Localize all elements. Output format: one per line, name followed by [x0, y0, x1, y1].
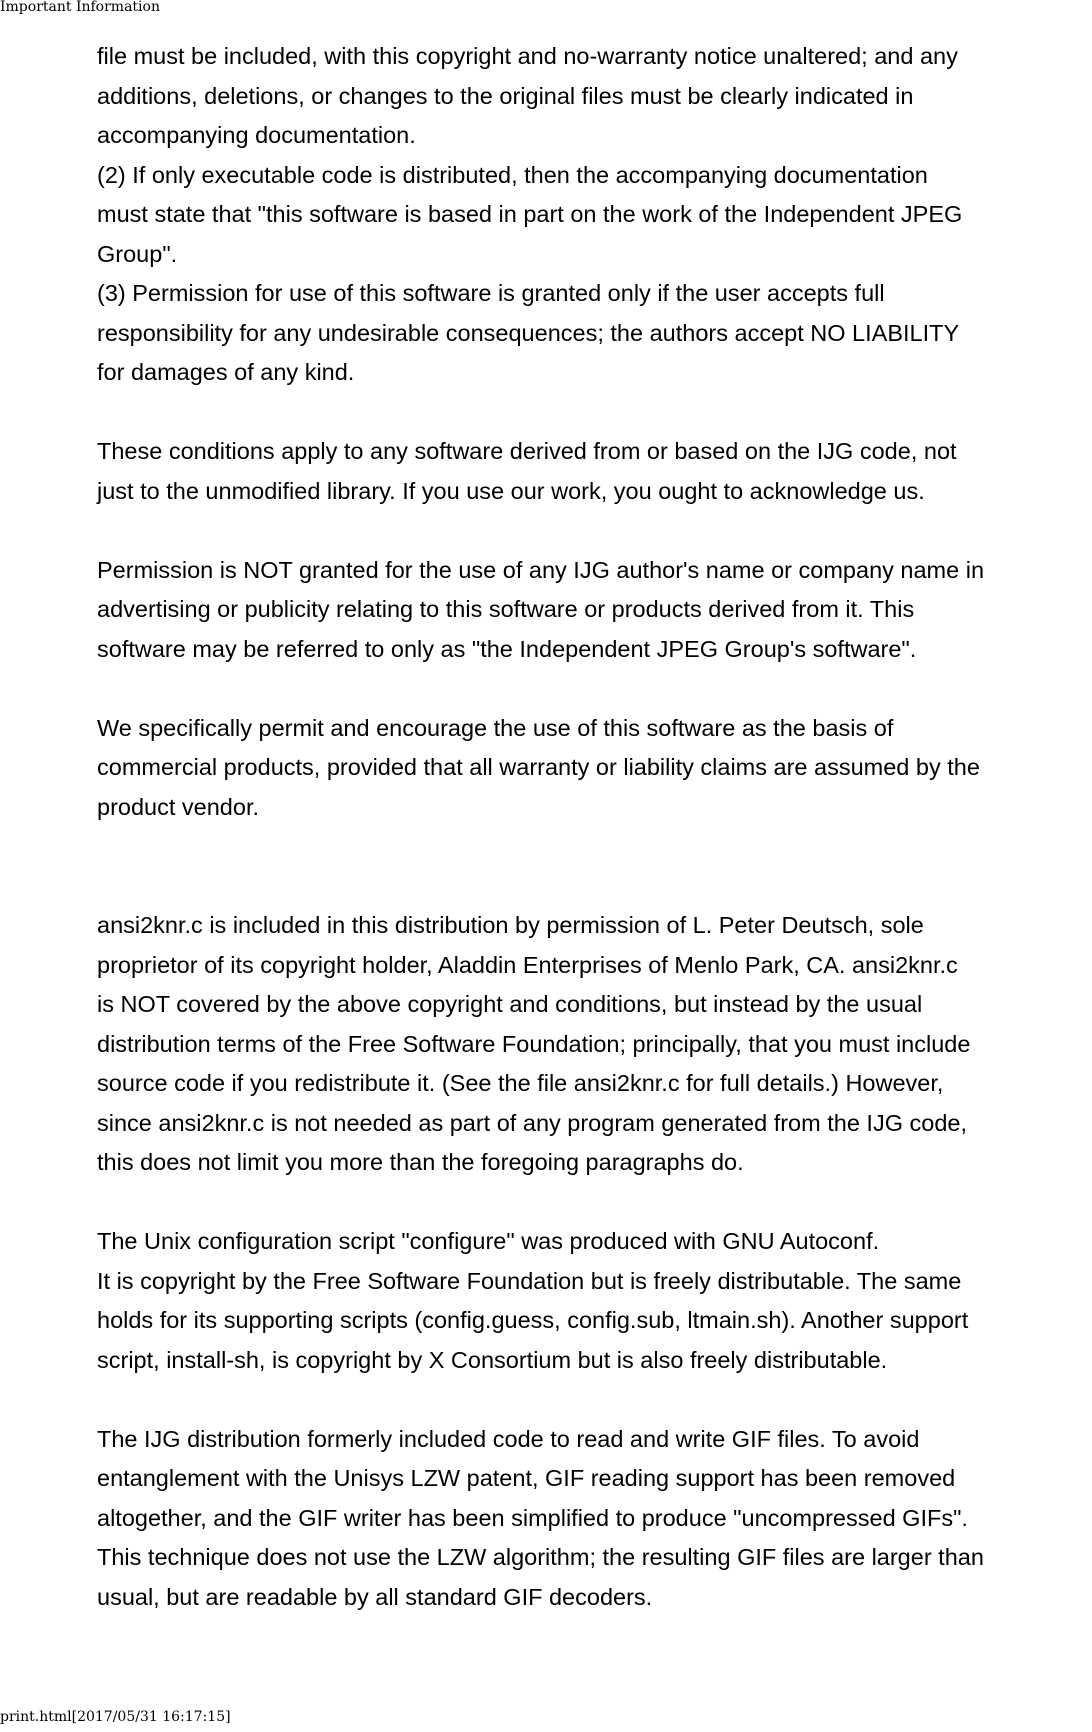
text-line: The Unix configuration script "configure" was produced with GNU Autoconf.: [97, 1228, 880, 1254]
blank-line: [97, 1380, 1092, 1420]
text-line: usual, but are readable by all standard GIF decoders.: [97, 1583, 653, 1610]
text-line: These conditions apply to any software derived from or based on the IJG code, not: [97, 438, 957, 464]
blank-line: [97, 827, 1092, 867]
text-line: script, install-sh, is copyright by X Consortium but is also freely distributable.: [97, 1346, 888, 1373]
blank-line: [97, 669, 1092, 709]
text-line: product vendor.: [97, 793, 259, 820]
text-line: This technique does not use the LZW algorithm; the resulting GIF files are larger than: [97, 1544, 984, 1570]
text-line: this does not limit you more than the foregoing paragraphs do.: [97, 1149, 744, 1175]
page-header-title: Important Information: [0, 0, 160, 15]
text-line: We specifically permit and encourage the use of this software as the basis of: [97, 714, 894, 741]
text-line: It is copyright by the Free Software Foundation but is freely distributable. The same: [97, 1267, 962, 1294]
text-line: holds for its supporting scripts (config.guess, config.sub, ltmain.sh). Another support: [97, 1307, 969, 1333]
text-line: accompanying documentation.: [97, 122, 416, 148]
text-line: Group".: [97, 240, 178, 267]
text-line: commercial products, provided that all warranty or liability claims are assumed by the: [97, 754, 980, 780]
text-line: software may be referred to only as "the Independent JPEG Group's software".: [97, 635, 917, 662]
text-line: (3) Permission for use of this software is granted only if the user accepts full: [97, 280, 885, 306]
blank-line: [97, 393, 1092, 433]
text-line: is NOT covered by the above copyright and conditions, but instead by the usual: [97, 991, 923, 1017]
text-line: just to the unmodified library. If you use our work, you ought to acknowledge us.: [97, 477, 925, 504]
text-line: ansi2knr.c is included in this distribution by permission of L. Peter Deutsch, sole: [97, 912, 924, 938]
document-body: [97, 37, 1092, 1617]
text-line: source code if you redistribute it. (See the file ansi2knr.c for full details.) However,: [97, 1070, 944, 1096]
text-line: since ansi2knr.c is not needed as part of any program generated from the IJG code,: [97, 1109, 967, 1136]
text-line: proprietor of its copyright holder, Aladdin Enterprises of Menlo Park, CA. ansi2knr.c: [97, 951, 958, 978]
text-line: must state that "this software is based in part on the work of the Independent JPEG: [97, 201, 963, 227]
text-line: additions, deletions, or changes to the original files must be clearly indicated in: [97, 82, 914, 109]
text-line: (2) If only executable code is distributed, then the accompanying documentation: [97, 161, 928, 188]
blank-line: [97, 867, 1092, 907]
blank-line: [97, 511, 1092, 551]
text-line: distribution terms of the Free Software Foundation; principally, that you must include: [97, 1030, 971, 1057]
blank-line: [97, 1183, 1092, 1223]
text-line: file must be included, with this copyright and no-warranty notice unaltered; and any: [97, 43, 958, 69]
text-line: for damages of any kind.: [97, 359, 355, 385]
text-line: Permission is NOT granted for the use of any IJG author's name or company name in: [97, 556, 985, 583]
text-line: The IJG distribution formerly included code to read and write GIF files. To avoid: [97, 1425, 920, 1452]
page-footer-source: print.html[2017/05/31 16:17:15]: [0, 1709, 231, 1725]
text-line: entanglement with the Unisys LZW patent, GIF reading support has been removed: [97, 1465, 956, 1491]
text-line: altogether, and the GIF writer has been simplified to produce "uncompressed GIFs".: [97, 1504, 968, 1531]
text-line: advertising or publicity relating to this software or products derived from it. This: [97, 596, 915, 622]
text-line: responsibility for any undesirable consequences; the authors accept NO LIABILITY: [97, 319, 960, 346]
